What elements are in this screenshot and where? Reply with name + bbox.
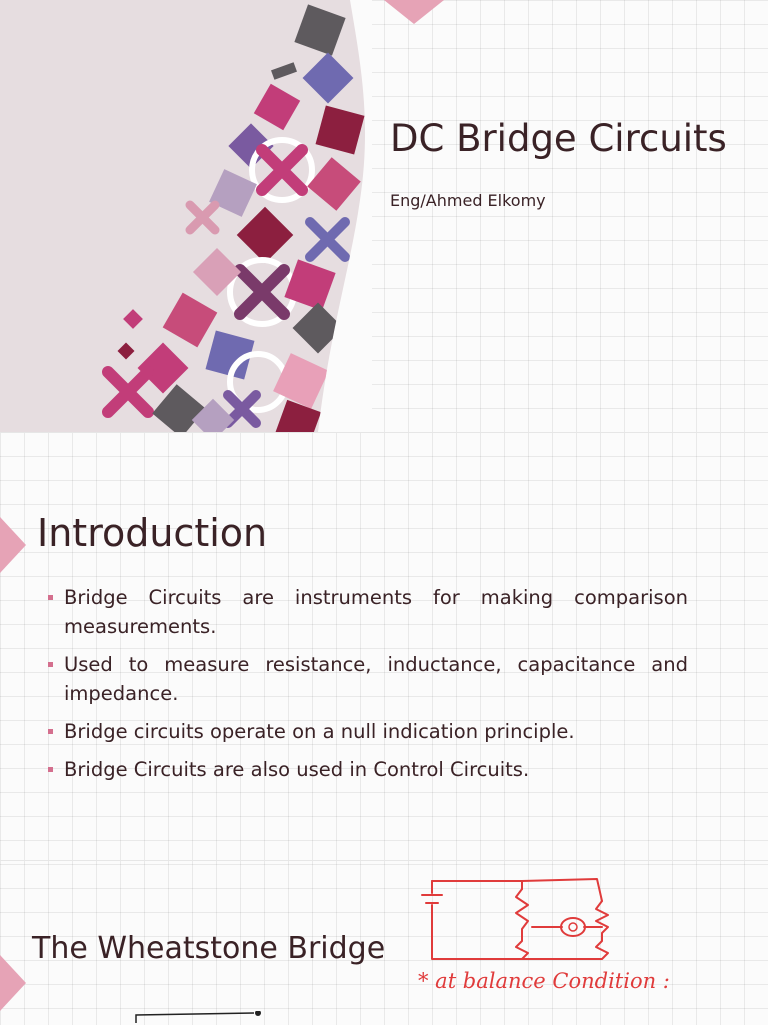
list-item: [48, 650, 688, 708]
handwritten-note: * at balance Condition :: [418, 969, 670, 993]
pink-diamond-icon: [384, 0, 444, 24]
bullet-text: Bridge Circuits are instruments for making comparison measurements.: [64, 586, 688, 638]
bullet-icon: [48, 729, 53, 734]
bridge-circuit-sketch: [412, 871, 642, 971]
list-item: [48, 755, 688, 784]
title-block: [390, 112, 750, 210]
page-title: DC Bridge Circuits: [390, 117, 727, 160]
bullet-list: [48, 583, 688, 793]
title-slide: [0, 0, 768, 432]
list-item: [48, 583, 688, 641]
bullet-text: Used to measure resistance, inductance, capacitance and impedance.: [64, 653, 688, 705]
bullet-icon: [48, 595, 53, 600]
author-name: Eng/Ahmed Elkomy: [390, 191, 546, 210]
section-heading: Introduction: [37, 511, 268, 555]
pink-diamond-icon: [0, 955, 26, 1011]
section-heading: The Wheatstone Bridge: [32, 931, 386, 966]
list-item: [48, 717, 688, 746]
bullet-text: Bridge Circuits are also used in Control Circuits.: [64, 758, 530, 781]
bullet-text: Bridge circuits operate on a null indication principle.: [64, 720, 575, 743]
decorative-mosaic: [0, 0, 372, 432]
bullet-icon: [48, 662, 53, 667]
bullet-icon: [48, 767, 53, 772]
pink-diamond-icon: [0, 517, 26, 573]
next-diagram-edge: [134, 1011, 334, 1023]
introduction-slide: [0, 432, 768, 861]
galvanometer-icon: [561, 918, 585, 936]
wheatstone-slide: [0, 860, 768, 1025]
